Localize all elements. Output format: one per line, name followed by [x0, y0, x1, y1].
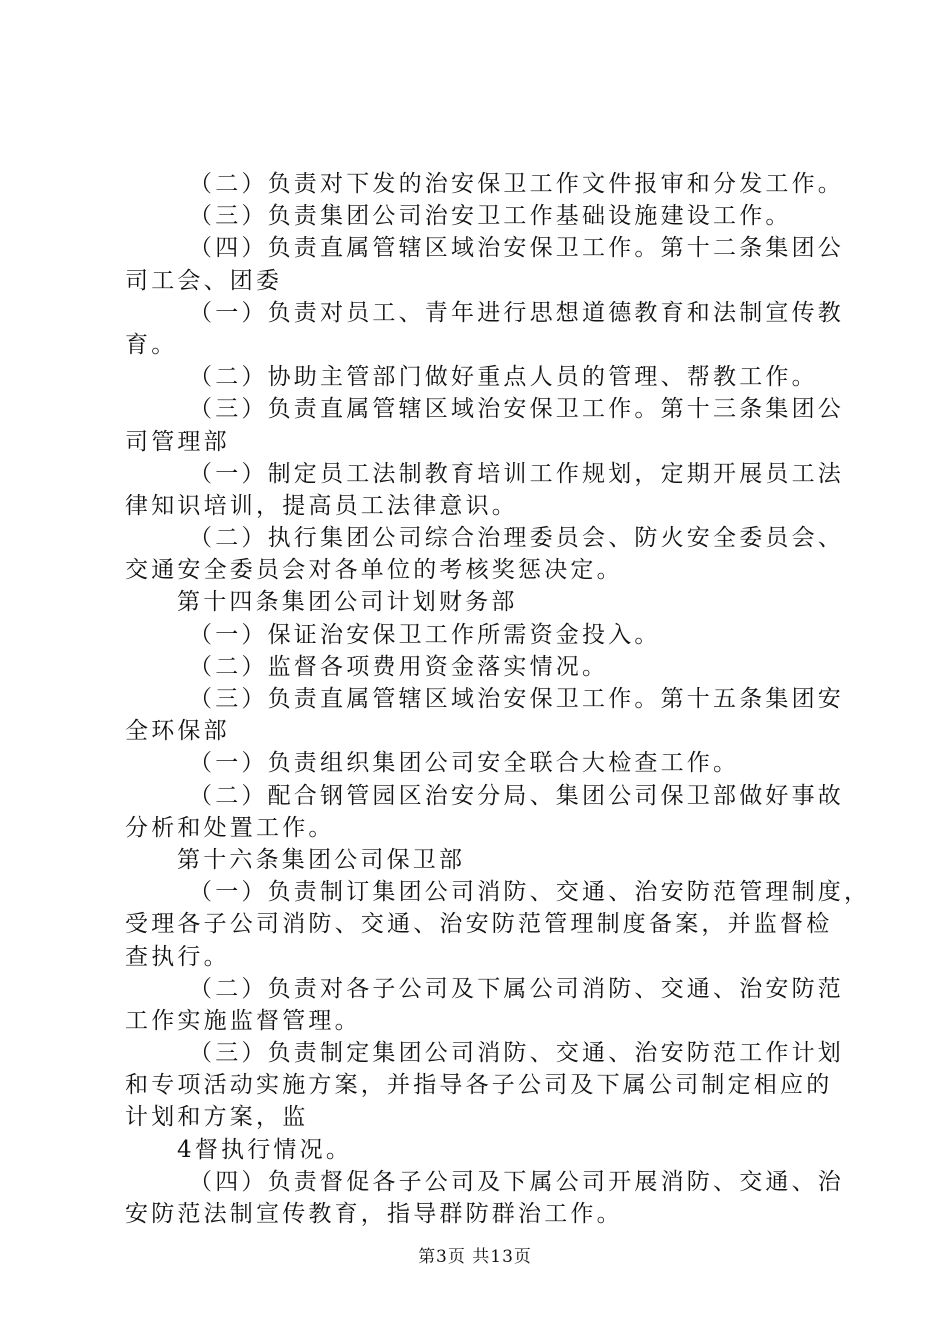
text-line: 工作实施监督管理。: [125, 1007, 361, 1034]
text-line: （一）负责对员工、青年进行思想道德教育和法制宣传教: [189, 299, 844, 326]
text-line: （三）负责集团公司治安卫工作基础设施建设工作。: [189, 203, 792, 230]
text-line: 安防范法制宣传教育，指导群防群治工作。: [125, 1201, 623, 1227]
text-line: 第十四条集团公司计划财务部: [177, 589, 518, 616]
text-line: 和专项活动实施方案，并指导各子公司及下属公司制定相应的: [125, 1072, 833, 1099]
text-line: （三）负责制定集团公司消防、交通、治安防范工作计划: [189, 1040, 844, 1067]
text-line: （二）负责对下发的治安保卫工作文件报审和分发工作。: [189, 171, 844, 197]
text-line: 育。: [125, 331, 178, 358]
text-line: 司管理部: [125, 428, 230, 455]
text-line: （三）负责直属管辖区域治安保卫工作。第十三条集团公: [189, 396, 844, 423]
text-line: 4督执行情况。: [177, 1136, 353, 1163]
text-line: 交通安全委员会对各单位的考核奖惩决定。: [125, 557, 623, 584]
text-line: （二）负责对各子公司及下属公司消防、交通、治安防范: [189, 975, 844, 1002]
text-line: （三）负责直属管辖区域治安保卫工作。第十五条集团安: [189, 686, 844, 712]
text-line: （一）负责制订集团公司消防、交通、治安防范管理制度，: [189, 879, 871, 906]
text-line: （一）负责组织集团公司安全联合大检查工作。: [189, 750, 740, 777]
text-line: （二）执行集团公司综合治理委员会、防火安全委员会、: [189, 525, 844, 552]
document-body: [125, 168, 871, 1230]
text-line: 司工会、团委: [125, 267, 283, 294]
text-line: 全环保部: [125, 718, 230, 745]
text-line: （一）保证治安保卫工作所需资金投入。: [189, 621, 661, 648]
text-line: （四）负责直属管辖区域治安保卫工作。第十二条集团公: [189, 235, 844, 262]
page-footer: 第3页 共13页: [418, 1247, 532, 1267]
text-line: 第十六条集团公司保卫部: [177, 846, 466, 873]
text-line: 受理各子公司消防、交通、治安防范管理制度备案，并监督检: [125, 911, 833, 938]
text-line: （二）监督各项费用资金落实情况。: [189, 653, 609, 680]
text-line: （四）负责督促各子公司及下属公司开展消防、交通、治: [189, 1168, 844, 1195]
text-line: 计划和方案，监: [125, 1104, 309, 1131]
text-line: 律知识培训，提高员工法律意识。: [125, 492, 518, 519]
text-line: （二）配合钢管园区治安分局、集团公司保卫部做好事故: [189, 782, 844, 809]
text-line: （一）制定员工法制教育培训工作规划，定期开展员工法: [189, 460, 844, 487]
text-line: 分析和处置工作。: [125, 814, 335, 841]
text-line: （二）协助主管部门做好重点人员的管理、帮教工作。: [189, 364, 818, 391]
text-line: 查执行。: [125, 943, 230, 970]
